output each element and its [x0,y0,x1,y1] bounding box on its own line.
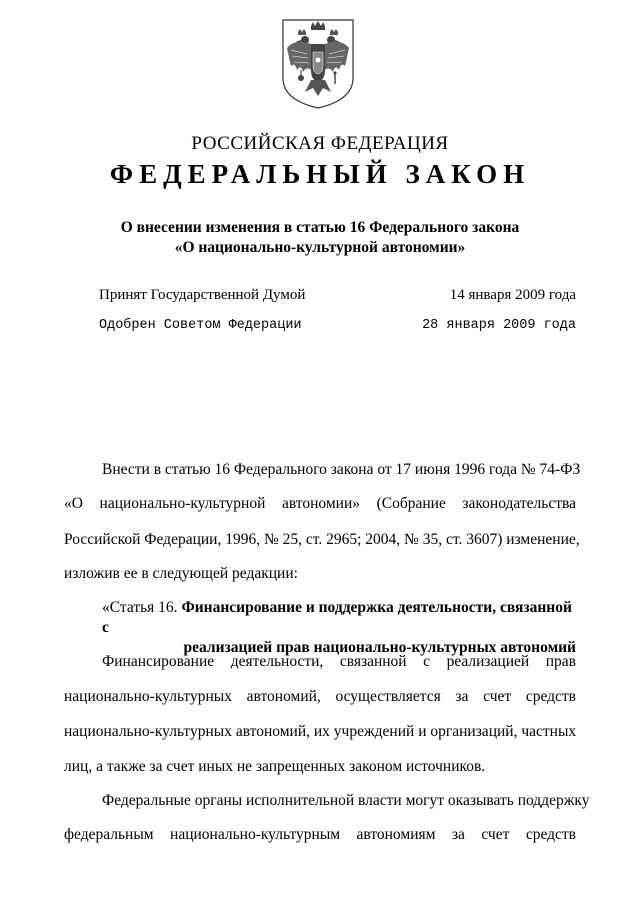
intro-line-1: Внести в статью 16 Федерального закона от 17 июня 1996 года № 74-ФЗ [102,461,581,478]
coat-of-arms-emblem [281,18,355,110]
intro-line-2: «О национально-культурной автономии» (Собрание законодательства [64,495,576,512]
article-number: «Статья 16. [102,599,178,616]
para2-line-2: федеральным национально-культурным автономиям за счет средств [64,826,576,843]
para1-line-4: лиц, а также за счет иных не запрещенных законом источников. [64,758,486,775]
law-title-line-1: О внесении изменения в статью 16 Федерального закона [120,219,520,236]
duma-adoption-date: 14 января 2009 года [449,287,576,303]
para1-line-2: национально-культурных автономий, осуществляется за счет средств [64,688,576,705]
country-name: РОССИЙСКАЯ ФЕДЕРАЦИЯ [191,133,449,154]
article-heading [102,598,582,658]
duma-adoption-label: Принят Государственной Думой [99,287,306,303]
intro-line-4: изложив ее в следующей редакции: [64,565,298,582]
council-approval-date: 28 января 2009 года [422,318,576,333]
para1-line-1: Финансирование деятельности, связанной с реализацией прав [102,653,576,670]
para1-line-3: национально-культурных автономий, их учреждений и организаций, частных [64,723,577,740]
para2-line-1: Федеральные органы исполнительной власти могут оказывать поддержку [102,792,590,809]
council-approval-label: Одобрен Советом Федерации [99,318,302,333]
document-type: ФЕДЕРАЛЬНЫЙ ЗАКОН [109,159,531,189]
article-title-line-1: Финансирование и поддержка деятельности, связанной с [102,599,572,636]
intro-line-3: Российской Федерации, 1996, № 25, ст. 2965; 2004, № 35, ст. 3607) изменение, [64,531,580,548]
law-title [0,218,640,258]
law-title-line-2: «О национально-культурной автономии» [174,239,466,256]
article-title-line-2: реализацией прав национально-культурных автономий [183,639,576,656]
